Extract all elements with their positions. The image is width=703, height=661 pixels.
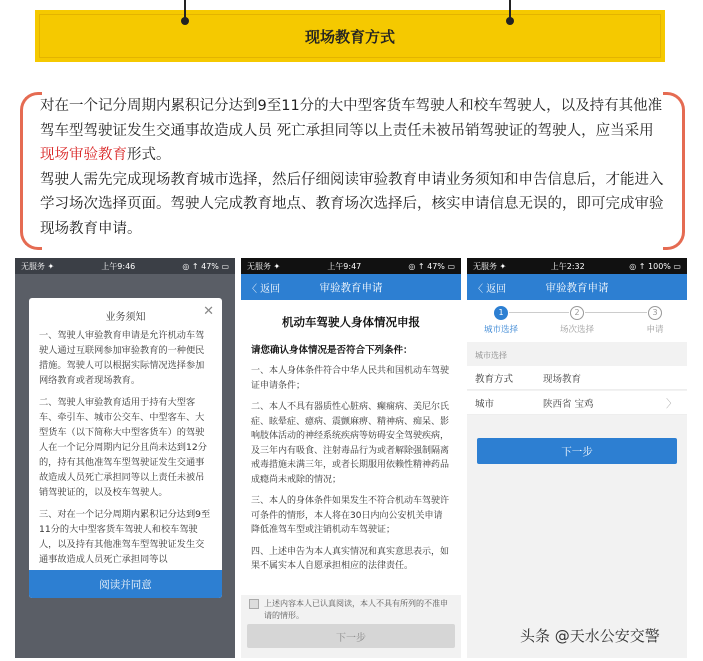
modal-body [39,328,212,568]
notice-item: 二、驾驶人审验教育适用于持有大型客车、牵引车、城市公交车、中型客车、大型货车（以下简称大中型客货车）的驾驶人在一个记分周期内记分且尚未达到12分的，持有其他准驾车型驾驶证发生交通事故造成人员死亡承担同等以上责任未被吊销驾驶证的，以及校车驾驶人。 [39,397,207,498]
close-icon[interactable]: ✕ [203,304,214,319]
bracket-left [20,92,42,250]
nav-title: 审验教育申请 [545,281,609,294]
row-key: 教育方式 [475,373,514,385]
doc-subtitle: 请您确认身体情况是否符合下列条件： [251,345,413,356]
row-value: 现场教育 [543,373,582,385]
section-label: 城市选择 [475,351,507,360]
modal-title: 业务须知 [105,312,146,323]
status-bar [467,258,687,274]
banner-pin-left [184,0,186,22]
step-session [547,306,607,335]
phone-city-select [467,258,687,658]
step-apply [625,306,685,335]
step-number: 1 [494,306,508,320]
battery: ◎ ↑ 47% ▭ [182,261,229,271]
battery: ◎ ↑ 47% ▭ [408,261,455,271]
back-button[interactable]: 〈 返回 [247,283,281,295]
agree-row[interactable] [249,598,453,622]
read-agree-button[interactable]: 阅读并同意 [29,570,222,598]
doc-title: 机动车驾驶人身体情况申报 [282,315,420,329]
banner-pin-right [509,0,511,22]
nav-bar [241,274,461,300]
clock: 上午9:46 [101,261,136,271]
bracket-right [663,92,685,250]
declaration-item: 四、上述申告为本人真实情况和真实意思表示，如果不属实本人自愿承担相应的法律责任。 [251,546,450,571]
status-bar [241,258,461,274]
declaration-document [241,300,461,595]
education-mode-row [467,366,687,390]
next-button-disabled[interactable]: 下一步 [247,624,455,648]
step-label: 场次选择 [559,325,594,335]
declaration-item: 二、本人不具有器质性心脏病、癫痫病、美尼尔氏症、眩晕症、癔病、震颤麻痹、精神病、痴呆、影响肢体活动的神经系统疾病等妨碍安全驾驶疾病，及三年内有吸食、注射毒品行为或者解除强制隔离戒毒措施未满三年，或者长期服用依赖性精神药品成瘾尚未戒除的情况； [251,402,450,485]
banner-title: 现场教育方式 [39,14,661,58]
carrier: 无服务 ✦ [247,261,281,271]
step-label: 申请 [646,325,664,335]
intro-line2: 驾驶人需先完成现场教育城市选择，然后仔细阅读审验教育申请业务须知和申告信息后，才能进入学习场次选择页面。驾驶人完成教育地点、教育场次选择后，核实申请信息无误的，即可完成审验现场教育申请。 [40,171,664,237]
intro-box [20,92,685,250]
declaration-item: 三、本人的身体条件如果发生不符合机动车驾驶许可条件的情形，本人将在30日内向公安机关申请降低准驾车型或注销机动车驾驶证； [251,496,450,535]
step-number: 2 [570,306,584,320]
phone-health-declaration [241,258,461,658]
progress-steps [467,300,687,342]
watermark: 头条 @天水公安交警 [520,627,660,645]
next-button[interactable]: 下一步 [477,438,677,464]
status-bar [15,258,235,274]
nav-bar [467,274,687,300]
agree-text: 上述内容本人已认真阅读，本人不具有所列的不准申请的情形。 [264,599,448,620]
title-banner [35,10,665,62]
phone-screenshots [15,258,687,658]
carrier: 无服务 ✦ [473,261,507,271]
notice-item: 一、驾驶人审验教育申请是允许机动车驾驶人通过互联网参加审验教育的一种便民措施。驾驶人可以根据实际情况选择参加网络教育或者现场教育。 [39,330,205,386]
declaration-item: 一、本人身体条件符合中华人民共和国机动车驾驶证申请条件； [251,366,450,391]
chevron-right-icon: 〉 [666,396,677,410]
intro-line1: 对在一个记分周期内累积记分达到9至11分的大中型客货车驾驶人和校车驾驶人，以及持有其他准驾车型驾驶证发生交通事故造成人员 死亡承担同等以上责任未被吊销驾驶证的驾驶人，应当采用 [40,98,663,139]
intro-text [40,94,665,241]
step-number: 3 [648,306,662,320]
clock: 上午2:32 [550,261,585,271]
carrier: 无服务 ✦ [21,261,55,271]
row-key: 城市 [475,398,495,410]
clock: 上午9:47 [327,261,362,271]
city-row[interactable] [467,391,687,415]
row-value: 陕西省 宝鸡 [543,398,594,410]
back-button[interactable]: 〈 返回 [473,283,507,295]
intro-line1-end: 形式。 [127,147,171,163]
battery: ◎ ↑ 100% ▭ [629,261,681,271]
nav-title: 审验教育申请 [319,281,383,294]
notice-modal [29,298,222,598]
agree-checkbox[interactable] [249,599,259,609]
step-city [471,306,531,335]
phone-notice [15,258,235,658]
notice-item: 三、对在一个记分周期内累积记分达到9至11分的大中型客货车驾驶人和校车驾驶人，以及持有其他准驾车型驾驶证发生交通事故造成人员死亡承担同等以 [39,509,211,565]
intro-highlight: 现场审验教育 [40,147,127,163]
step-label: 城市选择 [483,325,518,335]
